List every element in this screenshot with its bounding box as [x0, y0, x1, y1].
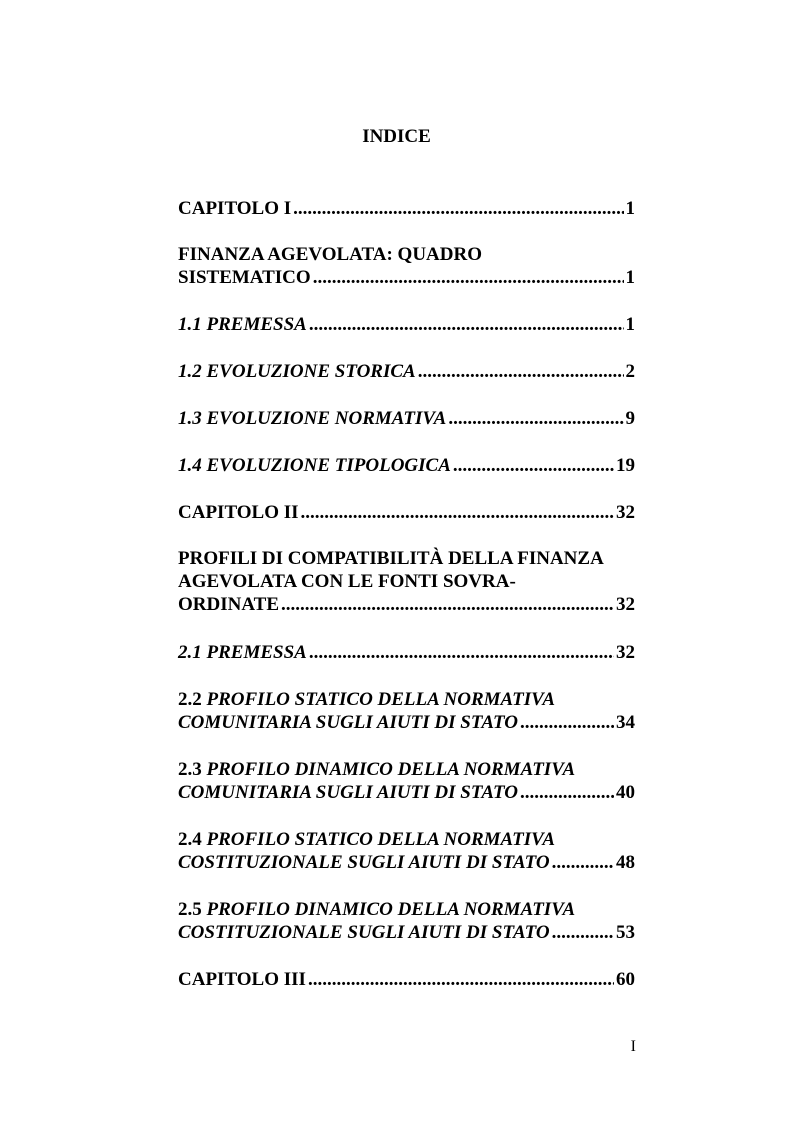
toc-entry-2-1[interactable] [178, 641, 635, 664]
toc-entry-profili-compatibilita[interactable] [178, 547, 635, 616]
toc-entry-page: 1 [625, 267, 635, 288]
toc-entry-2-4[interactable] [178, 828, 635, 874]
dot-leader [453, 454, 614, 477]
toc-entry-title-line2: SISTEMATICO [178, 267, 311, 288]
toc-entry-page: 32 [616, 594, 635, 615]
toc-entry-number: 2.5 [178, 899, 207, 920]
toc-entry-page: 32 [616, 502, 635, 523]
toc-entry-page: 40 [616, 782, 635, 803]
toc-entry-page: 34 [616, 712, 635, 733]
dot-leader [281, 593, 614, 616]
toc-entry-2-5[interactable] [178, 898, 635, 944]
page-title: INDICE [362, 126, 431, 147]
toc-entry-title: 1.4 EVOLUZIONE TIPOLOGICA [178, 455, 451, 476]
toc-entry-1-1[interactable] [178, 313, 635, 336]
toc-entry-title: CAPITOLO II [178, 502, 299, 523]
toc-entry-title-line1: PROFILO DINAMICO DELLA NORMATIVA [206, 899, 576, 920]
dot-leader [552, 851, 614, 874]
toc-entry-page: 32 [616, 642, 635, 663]
toc-entry-2-2[interactable] [178, 688, 635, 734]
dot-leader [309, 313, 624, 336]
page-number: I [630, 1038, 636, 1055]
dot-leader [308, 968, 614, 991]
toc-entry-page: 1 [625, 314, 635, 335]
toc-entry-page: 1 [625, 198, 635, 219]
toc-entry-title-line1: PROFILO STATICO DELLA NORMATIVA [206, 829, 556, 850]
toc-entry-title: 1.3 EVOLUZIONE NORMATIVA [178, 408, 447, 429]
toc-entry-title: 1.2 EVOLUZIONE STORICA [178, 361, 416, 382]
toc-entry-capitolo-1[interactable] [178, 197, 635, 220]
dot-leader [520, 711, 614, 734]
toc-entry-page: 60 [616, 969, 635, 990]
toc-entry-title-line2: COMUNITARIA SUGLI AIUTI DI STATO [178, 782, 518, 803]
toc-entry-title: CAPITOLO I [178, 198, 292, 219]
toc-entry-title-line2: ORDINATE [178, 594, 279, 615]
toc-entry-title-line1: PROFILI DI COMPATIBILITÀ DELLA FINANZA AGEVOLATA CON LE FONTI SOVRA- [178, 548, 603, 592]
dot-leader [313, 266, 624, 289]
toc-entry-2-3[interactable] [178, 758, 635, 804]
dot-leader [418, 360, 624, 383]
toc-entry-page: 53 [616, 922, 635, 943]
toc-entry-title-line1: PROFILO STATICO DELLA NORMATIVA [206, 689, 556, 710]
toc-entry-number: 2.2 [178, 689, 207, 710]
toc-entry-title-line2: COSTITUZIONALE SUGLI AIUTI DI STATO [178, 852, 550, 873]
dot-leader [293, 197, 623, 220]
toc-entry-title: CAPITOLO III [178, 969, 306, 990]
dot-leader [448, 407, 623, 430]
toc-entry-number: 2.3 [178, 759, 207, 780]
dot-leader [520, 781, 614, 804]
toc-entry-page: 48 [616, 852, 635, 873]
toc-entry-capitolo-3[interactable] [178, 968, 635, 991]
toc-entry-page: 2 [625, 361, 635, 382]
dot-leader [552, 921, 614, 944]
toc-entry-capitolo-2[interactable] [178, 501, 635, 524]
toc-entry-finanza-agevolata[interactable] [178, 243, 635, 289]
toc-entry-title-line1: PROFILO DINAMICO DELLA NORMATIVA [206, 759, 576, 780]
toc-entry-1-2[interactable] [178, 360, 635, 383]
toc-entry-title-line2: COMUNITARIA SUGLI AIUTI DI STATO [178, 712, 518, 733]
dot-leader [309, 641, 614, 664]
toc-entry-number: 2.4 [178, 829, 207, 850]
toc-entry-title: 2.1 PREMESSA [178, 642, 307, 663]
toc-entry-title-line1: FINANZA AGEVOLATA: QUADRO [178, 244, 482, 265]
toc-entry-title-line2: COSTITUZIONALE SUGLI AIUTI DI STATO [178, 922, 550, 943]
toc-entry-1-4[interactable] [178, 454, 635, 477]
toc-entry-1-3[interactable] [178, 407, 635, 430]
toc-entry-title: 1.1 PREMESSA [178, 314, 307, 335]
toc-entry-page: 9 [625, 408, 635, 429]
toc-entry-page: 19 [616, 455, 635, 476]
dot-leader [301, 501, 614, 524]
